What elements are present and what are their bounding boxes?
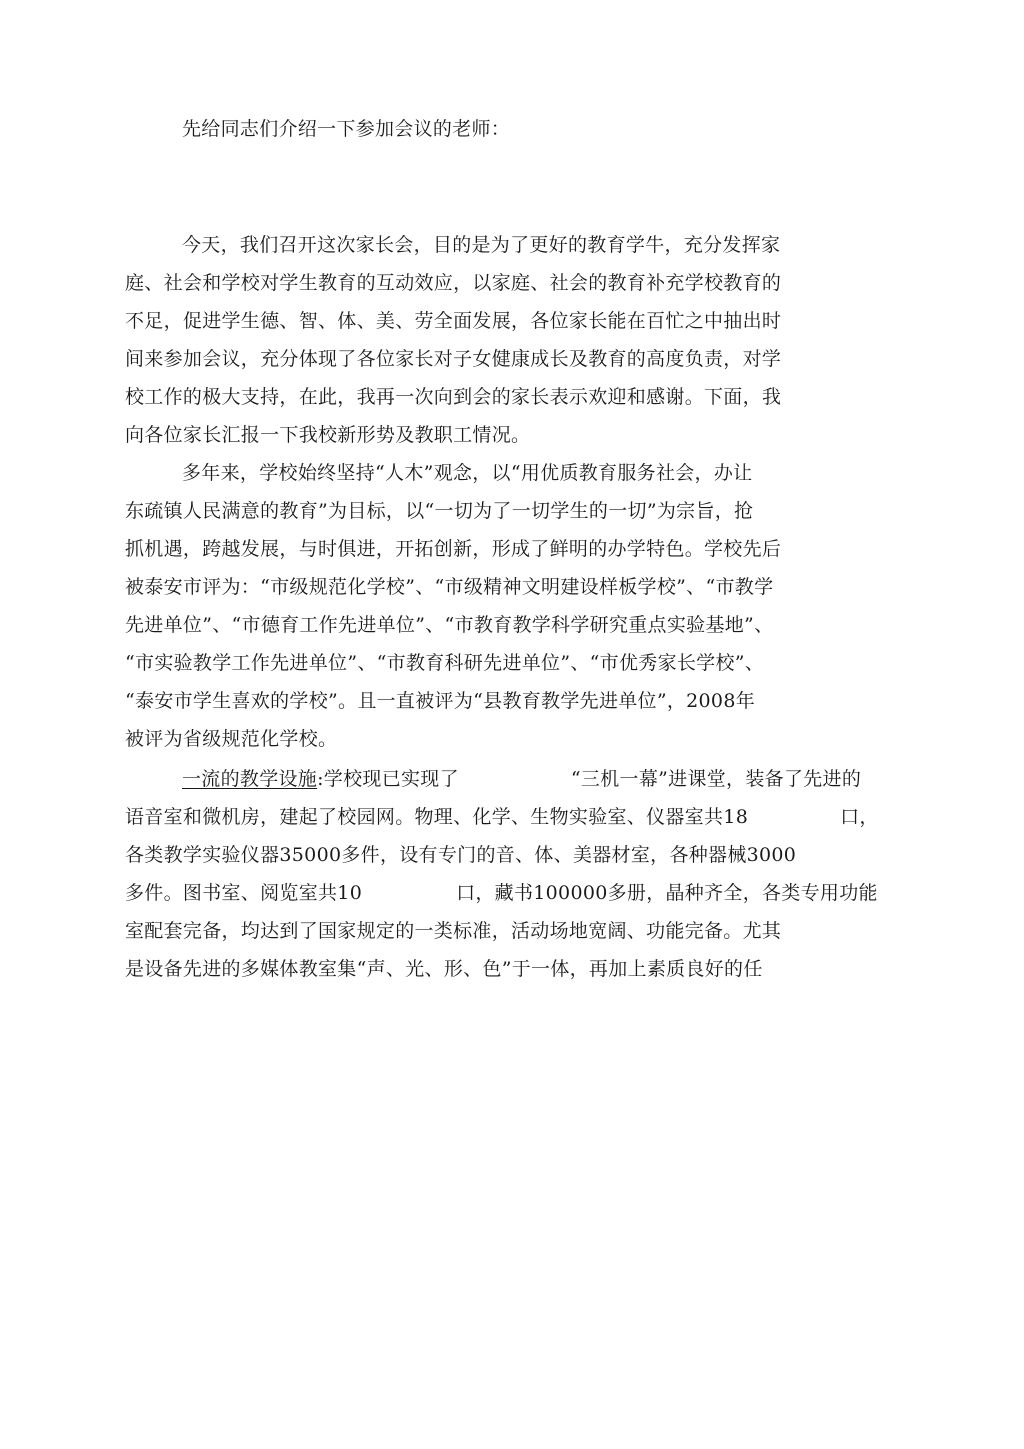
text-span: 口，藏书100000多册，晶种齐全，各类专用功能 <box>456 882 878 904</box>
text-line <box>182 767 861 791</box>
intro-line: 先给同志们介绍一下参加会议的老师： <box>182 118 511 140</box>
text-line: 多年来，学校始终坚持“人木”观念，以“用优质教育服务社会，办让 <box>182 462 753 484</box>
text-line: 被泰安市评为：“市级规范化学校”、“市级精神文明建设样板学校”、“市教学 <box>125 576 774 598</box>
text-span: 口， <box>840 806 879 828</box>
text-line: “泰安市学生喜欢的学校”。且一直被评为“县教育教学先进单位”，2008年 <box>125 690 756 712</box>
text-line: 室配套完备，均达到了国家规定的一类标准，活动场地宽阔、功能完备。尤其 <box>125 920 782 942</box>
text-line: 不足，促进学生德、智、体、美、劳全面发展，各位家长能在百忙之中抽出时 <box>125 310 782 332</box>
text-span: 多件。图书室、阅览室共10 <box>125 882 363 904</box>
text-line: 间来参加会议，充分体现了各位家长对子女健康成长及教育的高度负责，对学 <box>125 348 782 370</box>
text-line: 校工作的极大支持，在此，我再一次向到会的家长表示欢迎和感谢。下面，我 <box>125 386 782 408</box>
text-line <box>125 805 879 829</box>
text-span: “三机一幕”进课堂，装备了先进的 <box>570 768 862 790</box>
text-line: 庭、社会和学校对学生教育的互动效应，以家庭、社会的教育补充学校教育的 <box>125 272 782 294</box>
text-line <box>125 881 878 905</box>
text-line: 各类教学实验仪器35000多件，设有专门的音、体、美器材室，各种器械3000 <box>125 844 797 866</box>
text-line: “市实验教学工作先进单位”、“市教育科研先进单位”、“市优秀家长学校”、 <box>125 652 765 674</box>
text-line: 今天，我们召开这次家长会，目的是为了更好的教育学牛，充分发挥家 <box>182 234 781 256</box>
section-heading: 一流的教学设施 <box>182 768 318 790</box>
text-line: 先进单位”、“市德育工作先进单位”、“市教育教学科学研究重点实验基地”、 <box>125 614 774 636</box>
text-line: 向各位家长汇报一下我校新形势及教职工情况。 <box>125 424 531 446</box>
text-span: :学校现已实现了 <box>317 768 459 790</box>
text-span: 语音室和微机房，建起了校园网。物理、化学、生物实验室、仪器室共18 <box>125 806 749 828</box>
text-line: 是设备先进的多媒体教室集“声、光、形、色”于一体，再加上素质良好的任 <box>125 958 763 980</box>
text-line: 被评为省级规范化学校。 <box>125 728 338 750</box>
text-line: 东疏镇人民满意的教育”为目标，以“一切为了一切学生的一切”为宗旨，抢 <box>125 500 754 522</box>
text-line: 抓机遇，跨越发展，与时俱进，开拓创新，形成了鲜明的办学特色。学校先后 <box>125 538 782 560</box>
